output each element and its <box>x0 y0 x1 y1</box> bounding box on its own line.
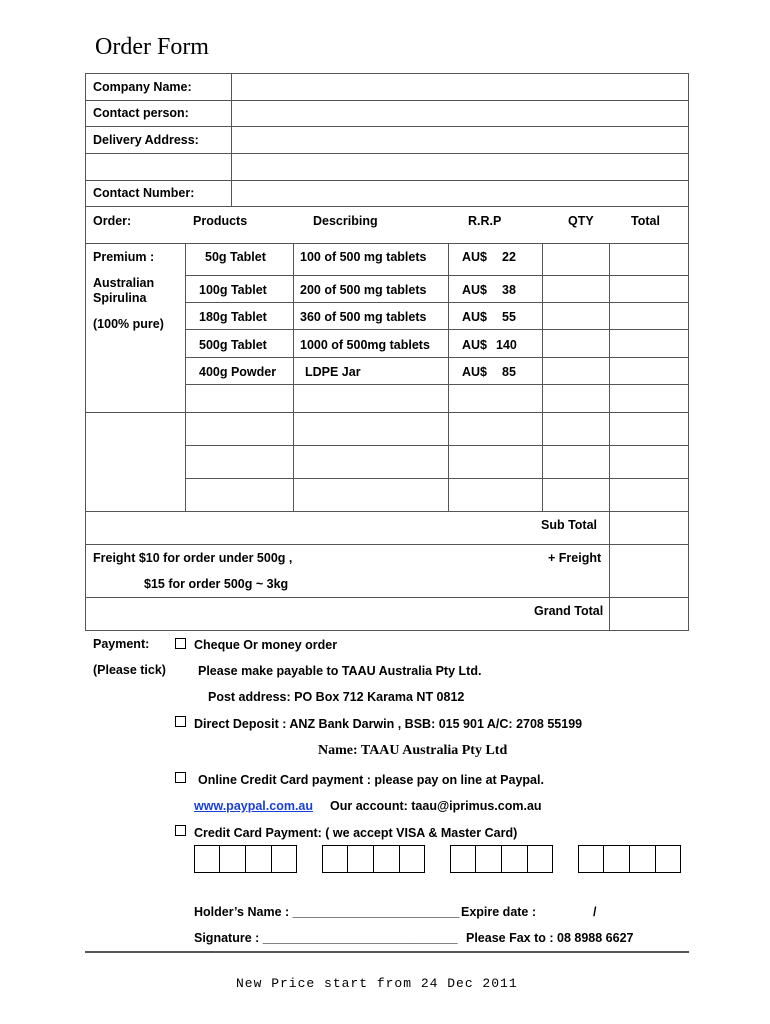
freight-line-2: $15 for order 500g ~ 3kg <box>144 577 289 591</box>
payable-note: Please make payable to TAAU Australia Pty Ltd. <box>198 664 482 678</box>
category-premium: Premium : <box>93 250 155 264</box>
direct-deposit-checkbox[interactable] <box>175 716 186 727</box>
cheque-checkbox[interactable] <box>175 638 186 649</box>
account-email: Our account: taau@iprimus.com.au <box>330 799 542 813</box>
header-qty: QTY <box>568 214 594 228</box>
footer-note: New Price start from 24 Dec 2011 <box>236 976 518 991</box>
delivery-address-field[interactable] <box>232 127 687 179</box>
header-products: Products <box>193 214 248 228</box>
contact-person-field[interactable] <box>232 101 687 125</box>
subtotal-field[interactable] <box>610 512 687 543</box>
product-name: 100g Tablet <box>199 283 267 297</box>
header-total: Total <box>631 214 660 228</box>
qty-cell[interactable] <box>543 330 608 356</box>
please-tick-label: (Please tick) <box>93 663 166 677</box>
post-address: Post address: PO Box 712 Karama NT 0812 <box>208 690 465 704</box>
credit-card-option: Credit Card Payment: ( we accept VISA & Master Card) <box>194 826 518 840</box>
online-payment-option: Online Credit Card payment : please pay on line at Paypal. <box>198 773 544 787</box>
product-name: 50g Tablet <box>205 250 266 264</box>
price-value: 22 <box>502 250 516 264</box>
product-description: 1000 of 500mg tablets <box>300 338 430 352</box>
product-description: 360 of 500 mg tablets <box>300 310 427 324</box>
category-purity: (100% pure) <box>93 317 164 331</box>
signature-field[interactable]: Signature : ____________________________ <box>194 931 458 945</box>
qty-cell[interactable] <box>543 303 608 328</box>
online-payment-checkbox[interactable] <box>175 772 186 783</box>
header-describing: Describing <box>313 214 378 228</box>
page-title: Order Form <box>95 34 209 60</box>
price-value: 140 <box>496 338 517 352</box>
price-currency: AU$ <box>462 338 488 352</box>
price-currency: AU$ <box>462 250 488 264</box>
company-name-label: Company Name: <box>93 80 192 94</box>
freight-line-1: Freight $10 for order under 500g , <box>93 551 293 565</box>
price-currency: AU$ <box>462 310 488 324</box>
footer-divider <box>85 951 689 953</box>
direct-deposit-option: Direct Deposit : ANZ Bank Darwin , BSB: 015 901 A/C: 2708 55199 <box>194 717 583 731</box>
holder-name-field[interactable]: Holder’s Name : ________________________ <box>194 905 460 919</box>
company-name-field[interactable] <box>232 74 687 99</box>
expire-date-slash[interactable]: / <box>593 905 597 919</box>
contact-person-label: Contact person: <box>93 106 189 120</box>
product-description: LDPE Jar <box>305 365 361 379</box>
subtotal-label: Sub Total <box>541 518 598 532</box>
grand-total-label: Grand Total <box>534 604 604 618</box>
contact-number-field[interactable] <box>232 181 687 205</box>
plus-freight-label: + Freight <box>548 551 602 565</box>
paypal-link[interactable]: www.paypal.com.au <box>194 799 314 813</box>
credit-card-checkbox[interactable] <box>175 825 186 836</box>
fax-number: Please Fax to : 08 8988 6627 <box>466 931 634 945</box>
freight-field[interactable] <box>610 545 687 596</box>
price-value: 38 <box>502 283 516 297</box>
product-description: 200 of 500 mg tablets <box>300 283 427 297</box>
delivery-address-label: Delivery Address: <box>93 133 199 147</box>
qty-cell[interactable] <box>543 358 608 383</box>
category-name: Australian Spirulina <box>93 276 155 305</box>
account-name: Name: TAAU Australia Pty Ltd <box>318 743 508 758</box>
payment-label: Payment: <box>93 637 150 651</box>
grand-total-field[interactable] <box>610 598 687 629</box>
price-value: 55 <box>502 310 516 324</box>
price-currency: AU$ <box>462 365 488 379</box>
price-currency: AU$ <box>462 283 488 297</box>
product-name: 400g Powder <box>199 365 277 379</box>
expire-date-label: Expire date : <box>461 905 537 919</box>
header-order: Order: <box>93 214 132 228</box>
contact-number-label: Contact Number: <box>93 186 195 200</box>
product-name: 180g Tablet <box>199 310 267 324</box>
qty-cell[interactable] <box>543 276 608 301</box>
qty-cell[interactable] <box>543 244 608 274</box>
product-name: 500g Tablet <box>199 338 267 352</box>
product-description: 100 of 500 mg tablets <box>300 250 427 264</box>
cheque-option: Cheque Or money order <box>194 638 338 652</box>
header-rrp: R.R.P <box>468 214 502 228</box>
price-value: 85 <box>502 365 516 379</box>
